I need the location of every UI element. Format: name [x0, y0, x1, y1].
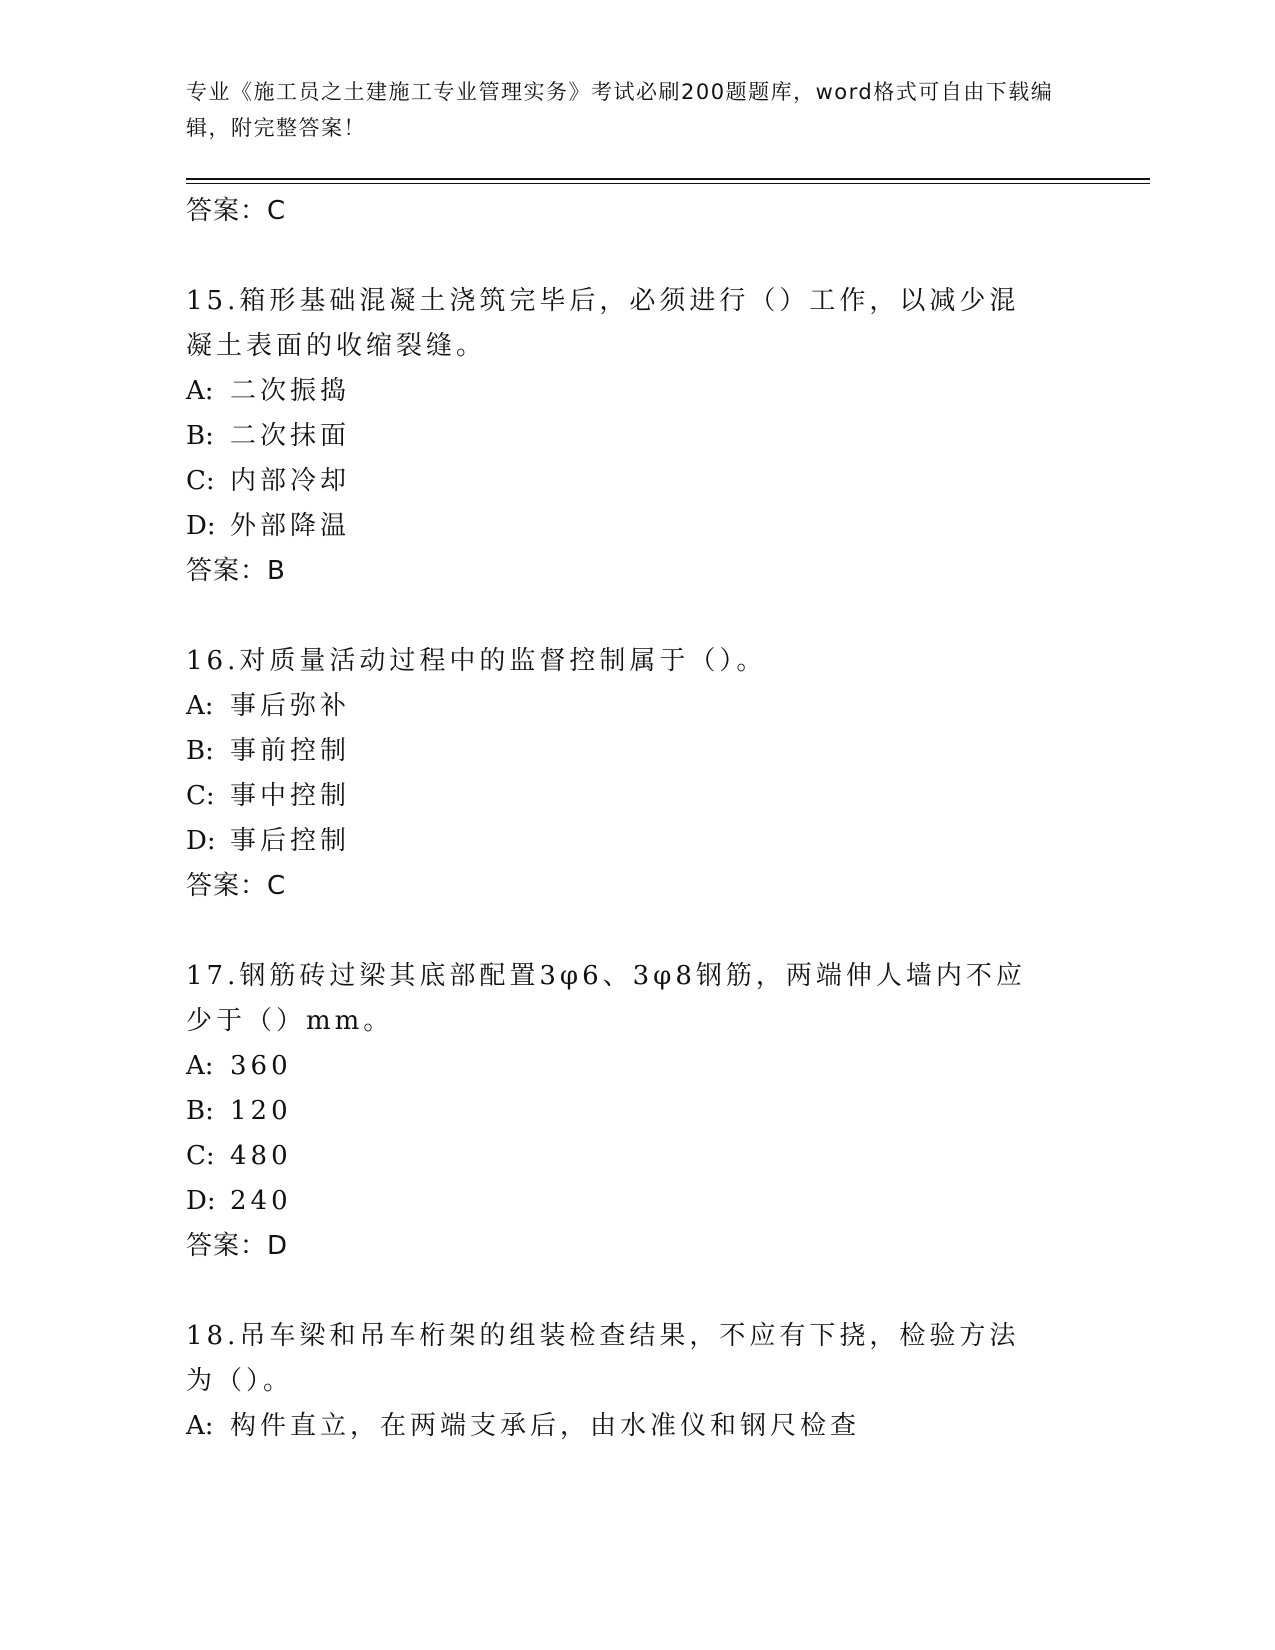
option-text: 构件直立，在两端支承后，由水准仪和钢尺检查: [230, 1411, 861, 1441]
option-text: 二次振捣: [230, 376, 351, 406]
option-text: 事后弥补: [230, 691, 351, 721]
question-item: [186, 1314, 1086, 1449]
option-c: [186, 1134, 1086, 1179]
option-a: [186, 1044, 1086, 1089]
option-b: [186, 729, 1086, 774]
answer-line: 答案：B: [186, 556, 286, 586]
option-text: 事中控制: [230, 781, 351, 811]
option-d: [186, 1179, 1086, 1224]
option-letter: B:: [186, 421, 214, 451]
option-text: 二次抹面: [230, 421, 351, 451]
option-d: [186, 819, 1086, 864]
question-item: [186, 954, 1086, 1269]
option-letter: D:: [186, 1186, 216, 1216]
option-letter: B:: [186, 736, 214, 766]
option-b: [186, 1089, 1086, 1134]
question-list: [186, 189, 1086, 1449]
answer-line: 答案：C: [186, 196, 287, 226]
option-letter: A:: [186, 1411, 214, 1441]
option-letter: D:: [186, 511, 216, 541]
option-a: [186, 684, 1086, 729]
question-item: [186, 639, 1086, 909]
option-b: [186, 414, 1086, 459]
option-text: 事前控制: [230, 736, 351, 766]
option-text: 内部冷却: [230, 466, 351, 496]
option-d: [186, 504, 1086, 549]
option-c: [186, 774, 1086, 819]
question-item: [186, 279, 1086, 594]
header-rule-thick: [186, 178, 1150, 180]
option-letter: A:: [186, 691, 214, 721]
document-header: 专业《施工员之土建施工专业管理实务》考试必刷200题题库，word格式可自由下载编辑，附完整答案！: [186, 80, 1054, 140]
option-letter: B:: [186, 1096, 214, 1126]
option-letter: C:: [186, 466, 215, 496]
question-text: 15.箱形基础混凝土浇筑完毕后，必须进行（）工作，以减少混凝土表面的收缩裂缝。: [186, 286, 1020, 361]
option-letter: A:: [186, 376, 214, 406]
answer-line: 答案：D: [186, 1231, 289, 1261]
question-text: 16.对质量活动过程中的监督控制属于（）。: [186, 646, 767, 676]
option-text: 外部降温: [230, 511, 351, 541]
header-rule-thin: [186, 183, 1150, 184]
option-letter: D:: [186, 826, 216, 856]
answer-line: 答案：C: [186, 871, 287, 901]
option-c: [186, 459, 1086, 504]
option-text: 240: [230, 1186, 292, 1216]
option-text: 事后控制: [230, 826, 351, 856]
option-letter: C:: [186, 781, 215, 811]
option-text: 480: [230, 1141, 292, 1171]
question-text: 18.吊车梁和吊车桁架的组装检查结果，不应有下挠，检验方法为（）。: [186, 1321, 1020, 1396]
option-letter: A:: [186, 1051, 214, 1081]
option-letter: C:: [186, 1141, 215, 1171]
option-a: [186, 369, 1086, 414]
question-text: 17.钢筋砖过梁其底部配置3φ6、3φ8钢筋，两端伸人墙内不应少于（）mm。: [186, 961, 1026, 1036]
option-text: 360: [230, 1051, 292, 1081]
option-a: [186, 1404, 1086, 1449]
option-text: 120: [230, 1096, 292, 1126]
